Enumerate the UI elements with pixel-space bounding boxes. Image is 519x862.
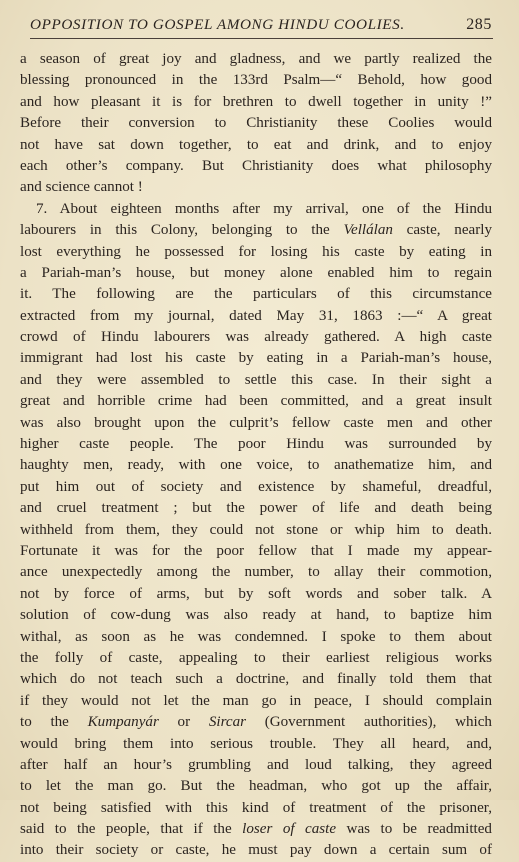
text-segment: higher caste people. The poor Hindu was surrounded by (20, 436, 492, 453)
text-line (20, 819, 492, 840)
text-segment: ance unexpectedly among the number, to allay their commotion, (20, 564, 492, 581)
text-segment: to the (20, 714, 88, 731)
text-segment: not being satisfied with this kind of treatment of the prisoner, (20, 799, 492, 816)
text-line (20, 734, 492, 755)
text-line (20, 455, 492, 476)
text-segment: and science cannot ! (20, 179, 143, 196)
text-line (20, 199, 492, 220)
text-line (20, 220, 492, 241)
text-segment: which do not teach such a doctrine, and finally told them that (20, 671, 492, 688)
text-line (20, 70, 492, 91)
text-line (20, 49, 492, 70)
running-head (30, 16, 492, 36)
text-segment: was also brought upon the culprit’s fellow caste men and other (20, 414, 492, 431)
text-line (20, 520, 492, 541)
header-rule (30, 38, 493, 39)
text-segment: blessing pronounced in the 133rd Psalm—“ Behold, how good (20, 72, 492, 89)
text-line (20, 263, 492, 284)
text-segment: after half an hour’s grumbling and loud talking, they agreed (20, 756, 492, 773)
text-segment: Before their conversion to Christianity these Coolies would (20, 115, 492, 132)
running-head-title: OPPOSITION TO GOSPEL AMONG HINDU COOLIES. (30, 16, 405, 33)
text-segment: the folly of caste, appealing to their earliest religious works (20, 649, 492, 666)
text-line (20, 755, 492, 776)
text-line (20, 306, 492, 327)
text-segment: or (158, 714, 209, 731)
text-line (20, 712, 492, 733)
text-segment: not have sat down together, to eat and drink, and to enjoy (20, 136, 492, 153)
text-segment: it. The following are the particulars of this circumstance (20, 286, 492, 303)
text-segment: caste, nearly (392, 222, 492, 239)
text-line (20, 370, 492, 391)
text-line (20, 776, 492, 797)
text-line (20, 798, 492, 819)
text-segment: labourers in this Colony, belonging to the (20, 222, 344, 239)
text-line (20, 242, 492, 263)
text-segment: withheld from them, they could not stone or whip him to death. (20, 521, 492, 538)
italic-term: loser of caste (242, 821, 337, 838)
text-segment: 7. About eighteen months after my arrival, one of the Hindu (36, 200, 492, 217)
text-line (20, 135, 492, 156)
text-line (20, 327, 492, 348)
text-segment: and how pleasant it is for brethren to dwell together in unity !” (20, 93, 492, 110)
text-line (20, 669, 492, 690)
text-segment: a season of great joy and gladness, and we partly realized the (20, 51, 492, 67)
text-line (20, 627, 492, 648)
text-line (20, 584, 492, 605)
italic-term: Vellálan (343, 222, 393, 239)
text-segment: haughty men, ready, with one voice, to anathematize him, and (20, 457, 492, 474)
text-line (20, 477, 492, 498)
text-segment: solution of cow-dung was also ready at hand, to baptize him (20, 607, 492, 624)
text-segment: each other’s company. But Christianity does what philosophy (20, 157, 492, 174)
text-segment: immigrant had lost his caste by eating in a Pariah-man’s house, (20, 350, 492, 367)
text-segment: would bring them into serious trouble. They all heard, and, (20, 735, 492, 752)
text-line (20, 434, 492, 455)
text-line (20, 113, 492, 134)
text-segment: not by force of arms, but by soft words and sober talk. A (20, 585, 492, 602)
text-line (20, 840, 492, 861)
text-segment: into their society or caste, he must pay down a certain sum of (20, 842, 492, 859)
text-segment: Fortunate it was for the poor fellow that I made my appear- (20, 542, 492, 559)
text-segment: lost everything he possessed for losing his caste by eating in (20, 243, 492, 260)
text-segment: if they would not let the man go in peace, I should complain (20, 692, 492, 709)
text-segment: said to the people, that if the (20, 821, 243, 838)
text-segment: put him out of society and existence by shameful, dreadful, (20, 478, 492, 495)
text-line (20, 156, 492, 177)
text-line (20, 92, 492, 113)
text-segment: crowd of Hindu labourers was already gathered. A high caste (20, 329, 492, 346)
text-segment: and they were assembled to settle this case. In their sight a (20, 371, 492, 388)
body-text (20, 49, 492, 862)
text-segment: (Government authorities), which (246, 714, 492, 731)
text-segment: to let the man go. But the headman, who got up the affair, (20, 778, 492, 795)
text-line (20, 562, 492, 583)
text-line (20, 691, 492, 712)
text-segment: extracted from my journal, dated May 31, 1863 :—“ A great (20, 307, 492, 324)
text-line (20, 284, 492, 305)
text-segment: was to be readmitted (336, 821, 492, 838)
text-line (20, 541, 492, 562)
text-segment: great and horrible crime had been committed, and a great insult (20, 393, 492, 410)
italic-term: Kumpanyár (87, 714, 159, 731)
text-line (20, 413, 492, 434)
text-segment: and cruel treatment ; but the power of life and death being (20, 500, 492, 517)
page-number: 285 (466, 16, 492, 33)
text-line (20, 177, 492, 198)
text-segment: withal, as soon as he was condemned. I spoke to them about (20, 628, 492, 645)
text-segment: a Pariah-man’s house, but money alone enabled him to regain (20, 264, 492, 281)
text-line (20, 605, 492, 626)
text-line (20, 391, 492, 412)
text-line (20, 648, 492, 669)
italic-term: Sircar (208, 714, 247, 731)
text-line (20, 498, 492, 519)
text-line (20, 348, 492, 369)
